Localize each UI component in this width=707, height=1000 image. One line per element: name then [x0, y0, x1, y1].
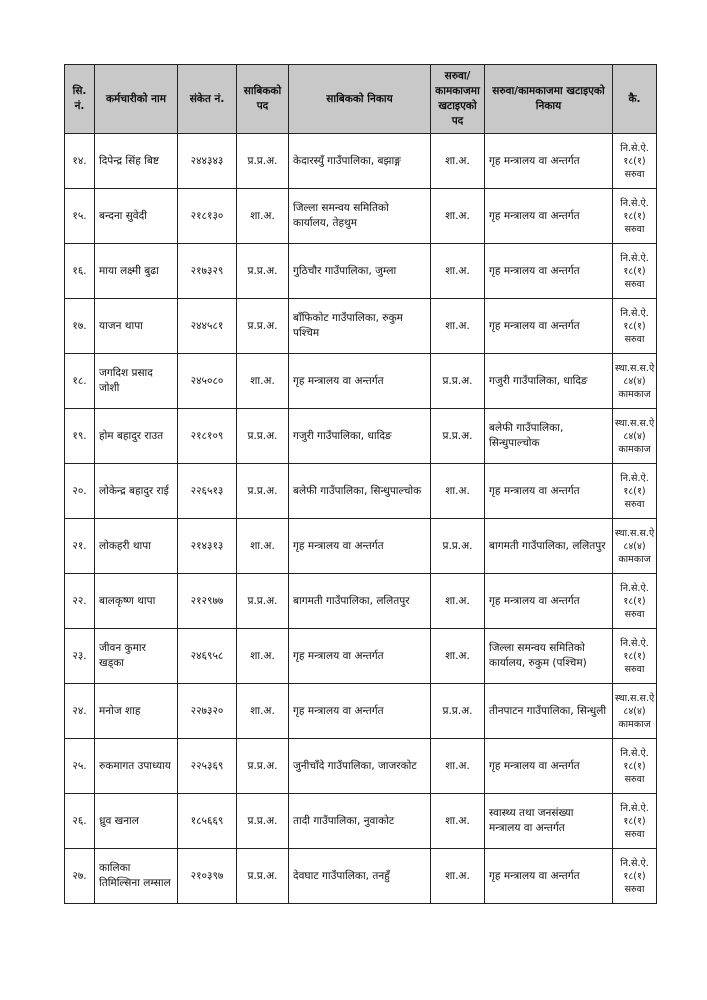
- transfer-post-cell: शा.अ.: [431, 794, 485, 849]
- code-number-cell: २२६५१३: [178, 464, 237, 519]
- transfer-office-cell: गृह मन्त्रालय वा अन्तर्गत: [485, 299, 613, 354]
- former-office-cell: बलेफी गाउँपालिका, सिन्धुपाल्चोक: [289, 464, 431, 519]
- header-former-office: साबिकको निकाय: [289, 65, 431, 134]
- remark-line: नि.से.ऐ.: [620, 307, 649, 319]
- transfer-post-cell: शा.अ.: [431, 299, 485, 354]
- code-number-cell: २१२९७७: [178, 574, 237, 629]
- remark-line: नि.से.ऐ.: [620, 472, 649, 484]
- remark-line: नि.से.ऐ.: [620, 252, 649, 264]
- remark-line: नि.से.ऐ.: [620, 142, 649, 154]
- former-post-cell: शा.अ.: [237, 354, 289, 409]
- code-number-cell: २१४३१३: [178, 519, 237, 574]
- header-employee-name: कर्मचारीको नाम: [95, 65, 178, 134]
- employee-name-cell: बालकृष्ण थापा: [95, 574, 178, 629]
- remark-line: नि.से.ऐ.: [620, 802, 649, 814]
- former-office-cell: गृह मन्त्रालय वा अन्तर्गत: [289, 684, 431, 739]
- remark-line: कामकाज: [618, 388, 651, 400]
- former-post-cell: प्र.प्र.अ.: [237, 409, 289, 464]
- remark-line: १८(१): [623, 870, 646, 882]
- employee-name-cell: होम बहादुर राउत: [95, 409, 178, 464]
- employee-name-cell: दिपेन्द्र सिंह बिष्ट: [95, 134, 178, 189]
- remark-line: ८४(४): [623, 430, 646, 442]
- remark-line: सरुवा: [624, 223, 645, 235]
- code-number-cell: २१८१०९: [178, 409, 237, 464]
- remark-line: सरुवा: [624, 333, 645, 345]
- code-number-cell: २४५०८०: [178, 354, 237, 409]
- transfer-post-cell: शा.अ.: [431, 464, 485, 519]
- employee-name-cell: माया लक्ष्मी बुढा: [95, 244, 178, 299]
- serial-cell: १८.: [65, 354, 95, 409]
- remarks-cell: [613, 464, 657, 519]
- remark-line: स्था.स.स.ऐ: [615, 527, 655, 539]
- table-row: [65, 684, 657, 739]
- remarks-cell: [613, 354, 657, 409]
- table-row: [65, 244, 657, 299]
- remarks-cell: [613, 629, 657, 684]
- serial-cell: २२.: [65, 574, 95, 629]
- remark-line: सरुवा: [624, 168, 645, 180]
- transfer-office-cell: गृह मन्त्रालय वा अन्तर्गत: [485, 574, 613, 629]
- transfer-post-cell: शा.अ.: [431, 189, 485, 244]
- remark-line: १८(१): [623, 265, 646, 277]
- serial-cell: २४.: [65, 684, 95, 739]
- header-transfer-office: सरुवा/कामकाजमा खटाइएको निकाय: [485, 65, 613, 134]
- serial-cell: १४.: [65, 134, 95, 189]
- document-page: [64, 64, 656, 904]
- remark-line: नि.से.ऐ.: [620, 857, 649, 869]
- code-number-cell: २१७३२९: [178, 244, 237, 299]
- remark-line: नि.से.ऐ.: [620, 637, 649, 649]
- former-post-cell: प्र.प्र.अ.: [237, 134, 289, 189]
- transfer-post-cell: प्र.प्र.अ.: [431, 519, 485, 574]
- serial-cell: २७.: [65, 849, 95, 904]
- remarks-cell: [613, 409, 657, 464]
- former-office-cell: देवघाट गाउँपालिका, तनहुँ: [289, 849, 431, 904]
- remark-line: १८(१): [623, 485, 646, 497]
- serial-cell: २३.: [65, 629, 95, 684]
- employee-name-cell: बन्दना सुवेदी: [95, 189, 178, 244]
- table-row: [65, 519, 657, 574]
- serial-cell: १५.: [65, 189, 95, 244]
- header-row: [65, 65, 657, 134]
- remark-line: सरुवा: [624, 498, 645, 510]
- remark-line: सरुवा: [624, 828, 645, 840]
- transfer-office-cell: तीनपाटन गाउँपालिका, सिन्धुली: [485, 684, 613, 739]
- table-header: [65, 65, 657, 134]
- transfer-office-cell: गृह मन्त्रालय वा अन्तर्गत: [485, 849, 613, 904]
- remarks-cell: [613, 134, 657, 189]
- remark-line: सरुवा: [624, 663, 645, 675]
- table-row: [65, 574, 657, 629]
- former-post-cell: प्र.प्र.अ.: [237, 794, 289, 849]
- table-row: [65, 629, 657, 684]
- serial-cell: २१.: [65, 519, 95, 574]
- table-row: [65, 464, 657, 519]
- serial-cell: २०.: [65, 464, 95, 519]
- header-code-number: संकेत नं.: [178, 65, 237, 134]
- remark-line: स्था.स.स.ऐ: [615, 417, 655, 429]
- transfer-post-cell: शा.अ.: [431, 739, 485, 794]
- former-office-cell: तादी गाउँपालिका, नुवाकोट: [289, 794, 431, 849]
- former-office-cell: जुनीचाँदे गाउँपालिका, जाजरकोट: [289, 739, 431, 794]
- table-row: [65, 134, 657, 189]
- former-office-cell: केदारस्युँ गाउँपालिका, बझाङ्ग: [289, 134, 431, 189]
- remark-line: सरुवा: [624, 608, 645, 620]
- remark-line: १८(१): [623, 155, 646, 167]
- employee-name-cell: कालिका तिमिल्सिना लम्साल: [95, 849, 178, 904]
- former-office-cell: जिल्ला समन्वय समितिको कार्यालय, तेहथुम: [289, 189, 431, 244]
- former-office-cell: बागमती गाउँपालिका, ललितपुर: [289, 574, 431, 629]
- table-row: [65, 354, 657, 409]
- transfer-office-cell: बलेफी गाउँपालिका, सिन्धुपाल्चोक: [485, 409, 613, 464]
- table-row: [65, 739, 657, 794]
- code-number-cell: २१८१३०: [178, 189, 237, 244]
- remark-line: ८४(४): [623, 705, 646, 717]
- code-number-cell: २२७३२०: [178, 684, 237, 739]
- transfer-office-cell: स्वास्थ्य तथा जनसंख्या मन्त्रालय वा अन्तर्गत: [485, 794, 613, 849]
- table-row: [65, 794, 657, 849]
- code-number-cell: २४४३४३: [178, 134, 237, 189]
- transfer-table: [64, 64, 657, 904]
- transfer-office-cell: गृह मन्त्रालय वा अन्तर्गत: [485, 464, 613, 519]
- remark-line: स्था.स.स.ऐ: [615, 362, 655, 374]
- remarks-cell: [613, 739, 657, 794]
- transfer-post-cell: शा.अ.: [431, 134, 485, 189]
- serial-cell: १६.: [65, 244, 95, 299]
- transfer-post-cell: प्र.प्र.अ.: [431, 409, 485, 464]
- transfer-post-cell: शा.अ.: [431, 244, 485, 299]
- former-post-cell: प्र.प्र.अ.: [237, 299, 289, 354]
- employee-name-cell: जगदिश प्रसाद जोशी: [95, 354, 178, 409]
- table-body: [65, 134, 657, 904]
- code-number-cell: २१०३९७: [178, 849, 237, 904]
- serial-cell: १९.: [65, 409, 95, 464]
- remark-line: स्था.स.स.ऐ: [615, 692, 655, 704]
- employee-name-cell: ध्रुव खनाल: [95, 794, 178, 849]
- table-row: [65, 299, 657, 354]
- remarks-cell: [613, 244, 657, 299]
- employee-name-cell: मनोज शाह: [95, 684, 178, 739]
- transfer-office-cell: गृह मन्त्रालय वा अन्तर्गत: [485, 134, 613, 189]
- employee-name-cell: रुकमागत उपाध्याय: [95, 739, 178, 794]
- header-former-post: साबिकको पद: [237, 65, 289, 134]
- header-serial: सि. नं.: [65, 65, 95, 134]
- remark-line: नि.से.ऐ.: [620, 747, 649, 759]
- remark-line: १८(१): [623, 760, 646, 772]
- remark-line: १८(१): [623, 210, 646, 222]
- former-office-cell: बाँफिकोट गाउँपालिका, रुकुम पश्चिम: [289, 299, 431, 354]
- serial-cell: १७.: [65, 299, 95, 354]
- remark-line: कामकाज: [618, 553, 651, 565]
- former-post-cell: प्र.प्र.अ.: [237, 574, 289, 629]
- transfer-office-cell: गृह मन्त्रालय वा अन्तर्गत: [485, 739, 613, 794]
- former-post-cell: प्र.प्र.अ.: [237, 464, 289, 519]
- employee-name-cell: लोकहरी थापा: [95, 519, 178, 574]
- remark-line: कामकाज: [618, 718, 651, 730]
- remarks-cell: [613, 574, 657, 629]
- remarks-cell: [613, 794, 657, 849]
- remark-line: सरुवा: [624, 278, 645, 290]
- serial-cell: २६.: [65, 794, 95, 849]
- table-row: [65, 849, 657, 904]
- transfer-office-cell: गृह मन्त्रालय वा अन्तर्गत: [485, 189, 613, 244]
- remark-line: नि.से.ऐ.: [620, 197, 649, 209]
- former-post-cell: शा.अ.: [237, 189, 289, 244]
- code-number-cell: १८५६६९: [178, 794, 237, 849]
- remarks-cell: [613, 519, 657, 574]
- former-post-cell: प्र.प्र.अ.: [237, 849, 289, 904]
- remarks-cell: [613, 189, 657, 244]
- remark-line: ८४(४): [623, 375, 646, 387]
- code-number-cell: २४६९५८: [178, 629, 237, 684]
- remark-line: १८(१): [623, 815, 646, 827]
- former-post-cell: प्र.प्र.अ.: [237, 739, 289, 794]
- former-post-cell: प्र.प्र.अ.: [237, 244, 289, 299]
- header-remarks: कै.: [613, 65, 657, 134]
- former-office-cell: गजुरी गाउँपालिका, धादिङ: [289, 409, 431, 464]
- employee-name-cell: जीवन कुमार खड्का: [95, 629, 178, 684]
- remark-line: कामकाज: [618, 443, 651, 455]
- transfer-office-cell: गजुरी गाउँपालिका, धादिङ: [485, 354, 613, 409]
- former-post-cell: शा.अ.: [237, 684, 289, 739]
- transfer-office-cell: बागमती गाउँपालिका, ललितपुर: [485, 519, 613, 574]
- code-number-cell: २२५३६९: [178, 739, 237, 794]
- transfer-post-cell: शा.अ.: [431, 849, 485, 904]
- table-row: [65, 189, 657, 244]
- remark-line: १८(१): [623, 595, 646, 607]
- transfer-post-cell: शा.अ.: [431, 574, 485, 629]
- employee-name-cell: याजन थापा: [95, 299, 178, 354]
- code-number-cell: २४४५८१: [178, 299, 237, 354]
- former-post-cell: शा.अ.: [237, 629, 289, 684]
- former-post-cell: शा.अ.: [237, 519, 289, 574]
- former-office-cell: गृह मन्त्रालय वा अन्तर्गत: [289, 629, 431, 684]
- header-transfer-post: सरुवा/ कामकाजमा खटाइएको पद: [431, 65, 485, 134]
- remarks-cell: [613, 299, 657, 354]
- table-row: [65, 409, 657, 464]
- transfer-office-cell: गृह मन्त्रालय वा अन्तर्गत: [485, 244, 613, 299]
- remark-line: नि.से.ऐ.: [620, 582, 649, 594]
- remarks-cell: [613, 684, 657, 739]
- transfer-office-cell: जिल्ला समन्वय समितिको कार्यालय, रुकुम (पश्चिम): [485, 629, 613, 684]
- remark-line: १८(१): [623, 650, 646, 662]
- transfer-post-cell: प्र.प्र.अ.: [431, 354, 485, 409]
- former-office-cell: गृह मन्त्रालय वा अन्तर्गत: [289, 519, 431, 574]
- remark-line: ८४(४): [623, 540, 646, 552]
- former-office-cell: गुठिचौर गाउँपालिका, जुम्ला: [289, 244, 431, 299]
- remark-line: सरुवा: [624, 883, 645, 895]
- remarks-cell: [613, 849, 657, 904]
- remark-line: १८(१): [623, 320, 646, 332]
- transfer-post-cell: प्र.प्र.अ.: [431, 684, 485, 739]
- remark-line: सरुवा: [624, 773, 645, 785]
- transfer-post-cell: शा.अ.: [431, 629, 485, 684]
- former-office-cell: गृह मन्त्रालय वा अन्तर्गत: [289, 354, 431, 409]
- employee-name-cell: लोकेन्द्र बहादुर राई: [95, 464, 178, 519]
- serial-cell: २५.: [65, 739, 95, 794]
